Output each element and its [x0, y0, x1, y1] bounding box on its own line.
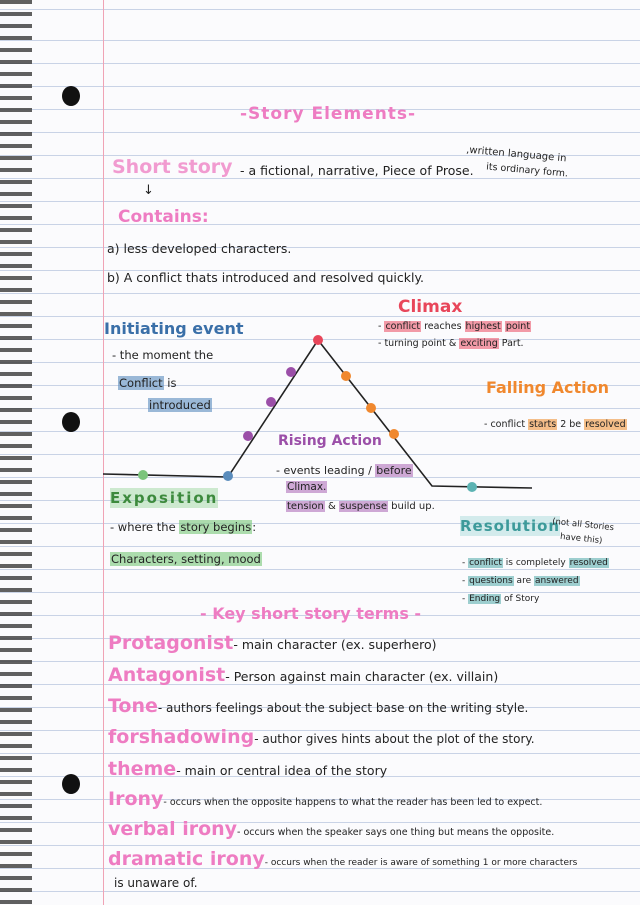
- rising-build: build up.: [387, 501, 435, 512]
- rising-events: - events leading /: [276, 464, 376, 477]
- plot-dot-rising-3: [286, 367, 296, 377]
- resolution-are: are: [513, 576, 534, 586]
- exposition-line-2: [110, 552, 262, 566]
- rising-climax: Climax.: [287, 481, 327, 493]
- initiating-heading: Initiating event: [104, 319, 244, 338]
- term-label: Antagonist: [108, 664, 226, 686]
- term-label: Irony: [108, 788, 164, 810]
- exposition-where: - where the: [110, 520, 180, 534]
- plot-dot-falling-1: [341, 371, 351, 381]
- exposition-story-begins: story begins: [180, 520, 252, 534]
- resolution-item-3: - Ending of Story: [462, 594, 540, 604]
- climax-line-2: [378, 337, 524, 351]
- exposition-heading: Exposition: [110, 489, 219, 507]
- rising-amp: &: [324, 501, 340, 512]
- term-definition: - main character (ex. superhero): [233, 637, 437, 652]
- falling-line: [484, 418, 627, 432]
- term-row: [108, 664, 498, 686]
- resolution-item-2: - questions are answered: [462, 576, 579, 586]
- resolution-item-1: - conflict is completely resolved: [462, 558, 608, 568]
- term-label: Tone: [108, 695, 158, 717]
- term-row: [108, 758, 387, 780]
- climax-line-1: [378, 320, 531, 334]
- term-row: [108, 818, 554, 840]
- climax-reaches: reaches: [421, 321, 465, 332]
- plot-dot-initiating: [223, 471, 233, 481]
- term-row: [108, 788, 542, 810]
- term-definition: - authors feelings about the subject base on the writing style.: [157, 701, 529, 715]
- down-arrow: ↓: [143, 183, 154, 198]
- short-story-note-1: ,written language in: [465, 144, 567, 165]
- plot-dot-resolution: [467, 482, 477, 492]
- rising-tension: tension: [287, 501, 324, 512]
- falling-2be: 2 be: [557, 419, 585, 430]
- term-label: dramatic irony: [108, 848, 265, 870]
- resolution-note-1: (not all Stories: [551, 516, 615, 534]
- initiating-introduced: introduced: [149, 398, 211, 412]
- climax-point: point: [505, 321, 531, 332]
- plot-dot-climax: [313, 335, 323, 345]
- rising-suspense: suspense: [340, 501, 387, 512]
- term-row: [108, 632, 437, 654]
- plot-dot-rising-1: [243, 431, 253, 441]
- term-definition: - Person against main character (ex. villain): [225, 669, 499, 684]
- rising-line-3: [286, 500, 435, 514]
- initiating-conflict: Conflict: [119, 376, 163, 390]
- falling-resolved: resolved: [585, 419, 626, 430]
- contains-heading: Contains:: [118, 207, 209, 227]
- resolution-of-story: of Story: [501, 594, 540, 604]
- climax-conflict: conflict: [385, 321, 421, 332]
- climax-dash: -: [378, 321, 385, 332]
- resolution-ending: Ending: [469, 594, 501, 604]
- plot-dot-exposition: [138, 470, 148, 480]
- initiating-line-2: [118, 376, 176, 390]
- resolution-completely: is completely: [502, 558, 569, 568]
- resolution-note-2: have this): [559, 531, 603, 547]
- climax-exciting: exciting: [460, 338, 498, 349]
- short-story-definition: - a fictional, narrative, Piece of Prose.: [240, 163, 474, 178]
- resolution-answered: answered: [534, 576, 579, 586]
- resolution-resolved: resolved: [569, 558, 608, 568]
- term-label: verbal irony: [108, 818, 238, 840]
- term-definition: - occurs when the opposite happens to what the reader has been led to expect.: [163, 797, 543, 808]
- climax-part: Part.: [498, 338, 524, 349]
- resolution-heading: Resolution: [460, 517, 561, 535]
- contains-item-b: b) A conflict thats introduced and resolved quickly.: [107, 270, 425, 285]
- term-last-line: is unaware of.: [114, 876, 198, 890]
- term-label: theme: [108, 758, 177, 780]
- plot-dot-falling-2: [366, 403, 376, 413]
- rising-before: before: [376, 464, 412, 477]
- exposition-characters: Characters, setting, mood: [111, 552, 261, 566]
- term-row: [108, 695, 528, 717]
- initiating-line-1: - the moment the: [112, 348, 214, 362]
- term-definition: - occurs when the reader is aware of something 1 or more characters: [264, 858, 578, 868]
- falling-heading: Falling Action: [486, 378, 610, 397]
- exposition-colon: :: [252, 520, 257, 534]
- initiating-line-3: [148, 398, 212, 412]
- resolution-conflict: conflict: [469, 558, 502, 568]
- falling-conflict: - conflict: [484, 419, 529, 430]
- term-definition: - occurs when the speaker says one thing but means the opposite.: [237, 827, 555, 838]
- rising-line-1: [276, 464, 413, 478]
- climax-highest: highest: [465, 321, 501, 332]
- term-row: [108, 848, 577, 870]
- initiating-is: is: [167, 376, 177, 390]
- climax-turning: - turning point &: [378, 338, 460, 349]
- exposition-line-1: [110, 520, 256, 534]
- term-label: Protagonist: [108, 632, 234, 654]
- climax-heading: Climax: [398, 297, 463, 317]
- resolution-questions: questions: [469, 576, 513, 586]
- page-title: -Story Elements-: [240, 104, 417, 124]
- short-story-term: Short story: [112, 156, 233, 178]
- contains-item-a: a) less developed characters.: [107, 241, 292, 256]
- plot-dot-rising-2: [266, 397, 276, 407]
- falling-starts: starts: [529, 419, 557, 430]
- term-definition: - main or central idea of the story: [176, 763, 388, 778]
- rising-heading: Rising Action: [278, 433, 382, 449]
- rising-line-2: [286, 480, 327, 494]
- term-definition: - author gives hints about the plot of the story.: [254, 732, 535, 746]
- term-label: forshadowing: [108, 726, 255, 748]
- short-story-note-2: its ordinary form.: [485, 161, 569, 180]
- plot-dot-falling-3: [389, 429, 399, 439]
- key-terms-heading: - Key short story terms -: [200, 604, 422, 623]
- term-row: [108, 726, 535, 748]
